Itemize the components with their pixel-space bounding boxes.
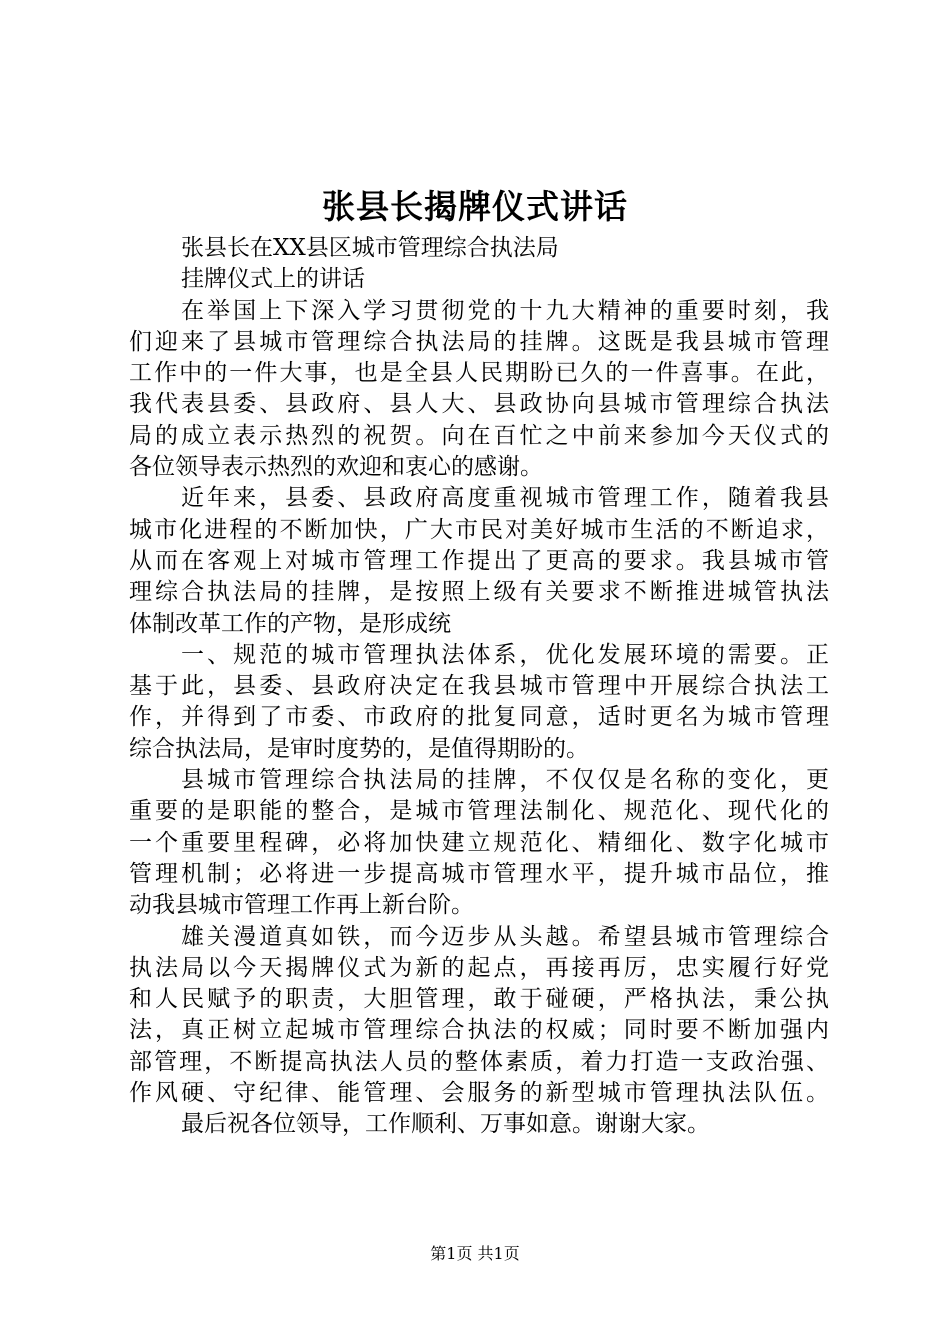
- text-line: 管理机制；必将进一步提高城市管理水平，提升城市品位，推: [129, 860, 829, 887]
- text-line: 重要的是职能的整合，是城市管理法制化、规范化、现代化的: [129, 798, 829, 825]
- page-footer: 第1页 共1页: [430, 1244, 520, 1263]
- document-title: 张县长揭牌仪式讲话: [322, 187, 628, 226]
- text-line: 基于此，县委、县政府决定在我县城市管理中开展综合执法工: [129, 673, 829, 700]
- text-line: 作风硬、守纪律、能管理、会服务的新型城市管理执法队伍。: [129, 1080, 829, 1107]
- text-line: 挂牌仪式上的讲话: [181, 266, 365, 293]
- text-line: 近年来，县委、县政府高度重视城市管理工作，随着我县: [181, 485, 829, 512]
- text-line: 各位领导表示热烈的欢迎和衷心的感谢。: [129, 454, 543, 481]
- text-line: 们迎来了县城市管理综合执法局的挂牌。这既是我县城市管理: [129, 328, 829, 355]
- text-line: 我代表县委、县政府、县人大、县政协向县城市管理综合执法: [129, 391, 829, 418]
- text-line: 和人民赋予的职责，大胆管理，敢于碰硬，严格执法，秉公执: [129, 986, 829, 1013]
- text-line: 部管理，不断提高执法人员的整体素质，着力打造一支政治强、: [129, 1048, 829, 1075]
- text-line: 作，并得到了市委、市政府的批复同意，适时更名为城市管理: [129, 704, 829, 731]
- document-body: [129, 233, 829, 1141]
- text-line: 县城市管理综合执法局的挂牌，不仅仅是名称的变化，更: [181, 767, 829, 794]
- text-line: 局的成立表示热烈的祝贺。向在百忙之中前来参加今天仪式的: [129, 422, 829, 449]
- text-line: 在举国上下深入学习贯彻党的十九大精神的重要时刻，我: [181, 297, 829, 324]
- text-line: 从而在客观上对城市管理工作提出了更高的要求。我县城市管: [129, 547, 829, 574]
- text-line: 动我县城市管理工作再上新台阶。: [129, 892, 474, 919]
- text-line: 理综合执法局的挂牌，是按照上级有关要求不断推进城管执法: [129, 579, 829, 606]
- text-line: 城市化进程的不断加快，广大市民对美好城市生活的不断追求，: [129, 516, 829, 543]
- text-line: 法，真正树立起城市管理综合执法的权威；同时要不断加强内: [129, 1017, 829, 1044]
- text-line: 张县长在XX县区城市管理综合执法局: [181, 235, 559, 261]
- text-line: 执法局以今天揭牌仪式为新的起点，再接再厉，忠实履行好党: [129, 954, 829, 981]
- text-line: 综合执法局，是审时度势的，是值得期盼的。: [129, 735, 589, 762]
- text-line: 雄关漫道真如铁，而今迈步从头越。希望县城市管理综合: [181, 923, 829, 950]
- text-line: 体制改革工作的产物，是形成统: [129, 610, 451, 637]
- text-line: 一个重要里程碑，必将加快建立规范化、精细化、数字化城市: [129, 829, 829, 856]
- text-line: 一、规范的城市管理执法体系，优化发展环境的需要。正: [181, 641, 829, 668]
- text-line: 工作中的一件大事，也是全县人民期盼已久的一件喜事。在此，: [129, 360, 829, 387]
- text-line: 最后祝各位领导，工作顺利、万事如意。谢谢大家。: [181, 1111, 710, 1138]
